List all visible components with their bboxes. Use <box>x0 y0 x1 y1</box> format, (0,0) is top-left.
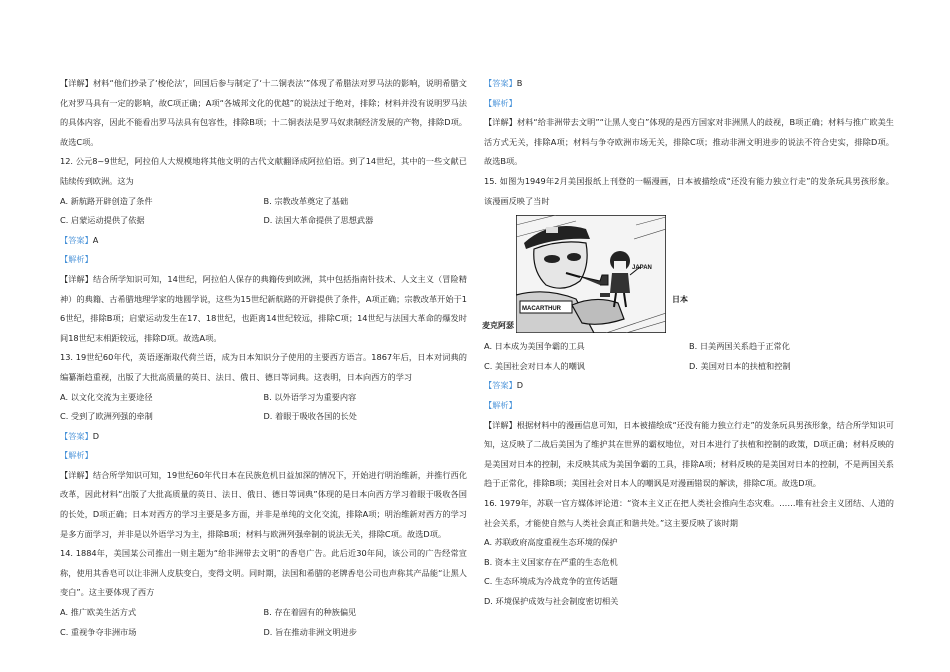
q12-option-b: B. 宗教改革奠定了基础 <box>263 195 349 206</box>
answer-tag: 【答案】 <box>60 430 93 441</box>
sign-macarthur: MACARTHUR <box>522 306 561 313</box>
q12-detail: 【详解】结合所学知识可知，14世纪，阿拉伯人保存的典籍传到欧洲，其中包括指南针技术、人文主义（冒险精神）的典籍、古希腊地理学家的地圆学说，这些为15世纪新航路的开辟提供了条件，A项正确；宗教改革开始于16世纪，排除B项；启蒙运动发生在17、18世纪，也距离14世纪较远，排除C项；14世纪与法国大革命的爆发时间18世纪末相距较远，排除D项。故选A项。 <box>60 273 467 343</box>
q14-options <box>60 603 467 642</box>
q15-option-d: D. 美国对日本的扶植和控制 <box>689 360 791 371</box>
q15-stem: 15. 如图为1949年2月美国报纸上刊登的一幅漫画，日本被描绘成“还没有能力独立行走”的发条玩具男孩形象。该漫画反映了当时 <box>484 175 894 206</box>
q14-option-d: D. 旨在推动非洲文明进步 <box>263 626 357 637</box>
q15-detail: 【详解】根据材料中的漫画信息可知，日本被描绘成“还没有能力独立行走”的发条玩具男孩形象，结合所学知识可知，这反映了二战后美国为了维护其在世界的霸权地位，对日本进行了扶植和控制的政策，D项正确；材料反映的是美国对日本的控制，未反映其成为美国争霸的工具，排除A项；材料反映的是美国对日本的控制，不是两国关系趋于正常化，排除B项；美国社会对日本人的嘲讽是对漫画错误的解读，排除C项。故选D项。 <box>484 419 894 489</box>
q13-option-a: A. 以文化交流为主要途径 <box>60 391 153 402</box>
left-column <box>60 74 467 642</box>
q14-stem: 14. 1884年，美国某公司推出一则主题为“给非洲带去文明”的香皂广告。此后近30年间，该公司的广告经常宣称，使用其香皂可以让非洲人皮肤变白，变得文明。同时期，法国和希腊的老牌香皂公司也声称其产品能“让黑人变白”。这主要体现了西方 <box>60 548 467 598</box>
q13-option-c: C. 受到了欧洲列强的牵制 <box>60 411 153 422</box>
q14-option-b: B. 存在着固有的种族偏见 <box>263 607 357 618</box>
answer-value: B <box>516 78 523 88</box>
answer-tag: 【答案】 <box>484 78 517 88</box>
answer-tag: 【答案】 <box>60 234 93 245</box>
q11-detail: 【详解】材料“他们抄录了‘梭伦法’，回国后参与制定了‘十二铜表法’”体现了希腊法对罗马法的影响，说明希腊文化对罗马具有一定的影响，故C项正确；A项“各城邦文化的优越”的说法过于绝对，排除；材料并没有说明罗马法的具体内容，因此不能看出罗马法具有包容性，排除B项；十二铜表法是罗马奴隶制经济发展的产物，排除D项。故选C项。 <box>60 78 467 147</box>
q14-detail: 【详解】材料“给非洲带去文明”“让黑人变白”体现的是西方国家对非洲黑人的歧视，B项正确；材料与推广欧美生活方式无关，排除A项；材料与争夺欧洲市场无关，排除C项；推动非洲文明进步的说法不符合史实，排除D项。故选B项。 <box>484 117 894 167</box>
right-column <box>484 74 894 611</box>
q13-stem: 13. 19世纪60年代，英语逐渐取代荷兰语，成为日本知识分子使用的主要西方语言。1867年后，日本对词典的编纂渐趋重视，出版了大批高质量的英日、法日、俄日、德日等词典。这表明，日本向西方的学习 <box>60 352 467 382</box>
label-macarthur: 麦克阿瑟 <box>482 321 514 331</box>
q16-option-d: D. 环境保护成效与社会制度密切相关 <box>484 595 619 606</box>
cartoon-figure <box>482 215 688 333</box>
q16-stem: 16. 1979年，苏联一官方媒体评论道：“资本主义正在把人类社会推向生态灾难。……唯有社会主义团结、人道的社会关系，才能使自然与人类社会真正和谐共处。”这主要反映了该时期 <box>484 497 894 528</box>
q12-option-d: D. 法国大革命提供了思想武器 <box>263 215 374 226</box>
answer-value: D <box>516 380 524 391</box>
q13-options <box>60 388 467 427</box>
q16-option-b: B. 资本主义国家存在严重的生态危机 <box>484 556 618 567</box>
q16-option-c: C. 生态环境成为冷战竞争的宣传话题 <box>484 576 618 587</box>
q15-analysis-tag: 【解析】 <box>484 399 517 410</box>
q16-option-a: A. 苏联政府高度重视生态环境的保护 <box>484 537 618 548</box>
q15-option-c: C. 美国社会对日本人的嘲讽 <box>484 360 585 371</box>
q13-analysis-tag: 【解析】 <box>60 450 93 461</box>
q14-option-a: A. 推广欧美生活方式 <box>60 607 137 618</box>
q12-option-a: A. 新航路开辟创造了条件 <box>60 195 153 206</box>
answer-tag: 【答案】 <box>484 380 517 391</box>
q12-analysis-tag: 【解析】 <box>60 254 93 265</box>
q12-answer <box>60 231 467 251</box>
q12-options <box>60 192 467 231</box>
sign-japan: JAPAN <box>632 265 652 272</box>
q15-answer <box>484 376 894 396</box>
cartoon-drawing <box>516 215 666 333</box>
q12-option-c: C. 启蒙运动提供了依据 <box>60 215 145 226</box>
answer-value: D <box>92 430 100 441</box>
q14-answer <box>484 74 894 94</box>
q14-analysis-tag: 【解析】 <box>484 97 517 108</box>
q15-option-a: A. 日本成为美国争霸的工具 <box>484 341 585 352</box>
q12-stem: 12. 公元8~9世纪，阿拉伯人大规模地将其他文明的古代文献翻译成阿拉伯语。到了14世纪，其中的一些文献已陆续传到欧洲。这为 <box>60 156 467 186</box>
q13-option-d: D. 着眼于吸收各国的长处 <box>263 411 357 422</box>
label-japan: 日本 <box>672 295 688 305</box>
q13-option-b: B. 以外语学习为重要内容 <box>263 391 357 402</box>
q13-detail: 【详解】结合所学知识可知，19世纪60年代日本在民族危机日益加深的情况下，开始进行明治维新，并推行西化改革，因此材料“出版了大批高质量的英日、法日、俄日、德日等词典”体现的是日本向西方学习着眼于吸收各国的长处，D项正确；日本对西方的学习主要是多方面，并非是单纯的文化交流，排除A项；明治维新对西方的学习是多方面学习，并非是以外语学习为主，排除B项；材料与欧洲列强牵制的说法无关，排除C项。故选D项。 <box>60 469 467 539</box>
q13-answer <box>60 427 467 447</box>
q16-options <box>484 533 894 611</box>
answer-value: A <box>92 234 99 245</box>
q14-option-c: C. 重视争夺非洲市场 <box>60 626 137 637</box>
q15-options <box>484 337 894 376</box>
q15-option-b: B. 日美两国关系趋于正常化 <box>689 341 790 352</box>
